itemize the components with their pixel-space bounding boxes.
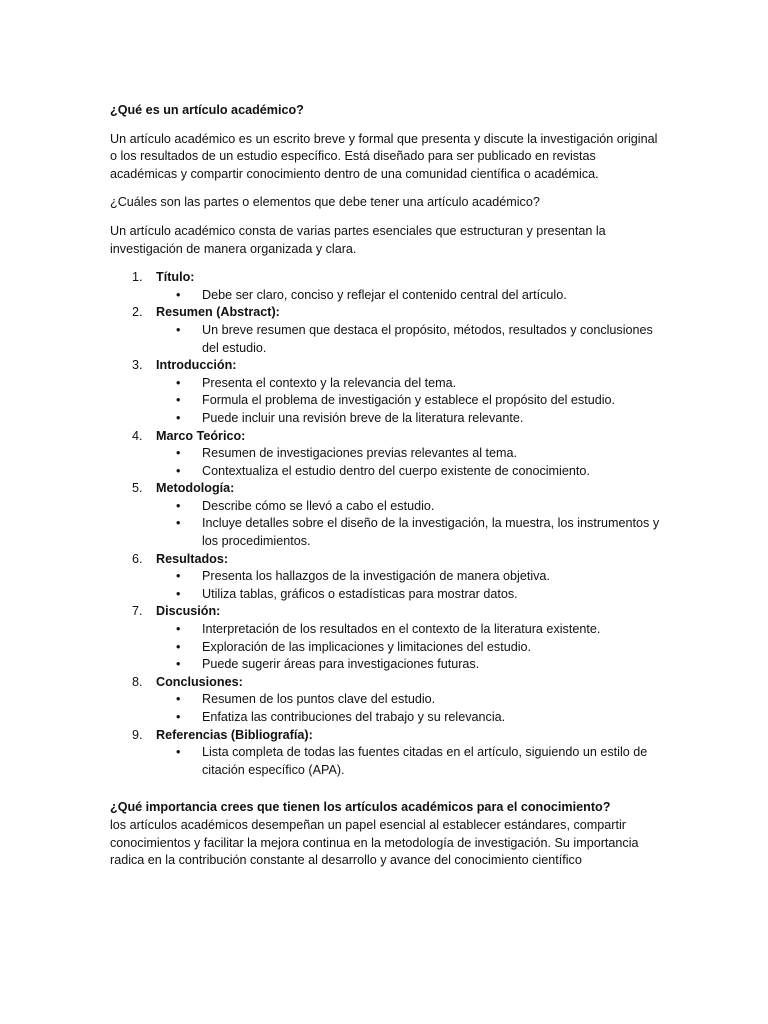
document-page — [110, 102, 662, 870]
bullet-dot-icon: • — [176, 498, 181, 513]
bullet-text: Resumen de los puntos clave del estudio. — [202, 692, 436, 707]
part-item — [110, 603, 662, 673]
part-item — [110, 304, 662, 357]
bullet-text: Enfatiza las contribuciones del trabajo y su relevancia. — [202, 710, 506, 724]
part-number: 3. — [132, 358, 143, 373]
bullet-item — [156, 744, 662, 779]
part-item — [110, 428, 662, 481]
part-bullets — [156, 375, 662, 428]
bullet-dot-icon: • — [176, 692, 181, 707]
part-number: 9. — [132, 727, 143, 742]
bullet-item — [156, 621, 662, 639]
part-bullets — [156, 322, 662, 357]
part-bullets — [156, 287, 662, 305]
bullet-item — [156, 322, 662, 357]
bullet-text: Interpretación de los resultados en el contexto de la literatura existente. — [202, 622, 601, 637]
question-1-answer: Un artículo académico es un escrito breve y formal que presenta y discute la investigación original o los resultados de un estudio específico. Está diseñado para ser publicado en revistas académicas y compartir conocimiento dentro de una comunidad científica o académica. — [110, 131, 658, 181]
part-title: Discusión: — [156, 604, 221, 619]
part-bullets — [156, 744, 662, 779]
part-bullets — [156, 445, 662, 480]
bullet-text: Utiliza tablas, gráficos o estadísticas para mostrar datos. — [202, 586, 518, 601]
bullet-text: Describe cómo se llevó a cabo el estudio. — [202, 498, 435, 513]
part-number: 5. — [132, 481, 143, 496]
bullet-dot-icon: • — [176, 639, 181, 654]
part-title: Metodología: — [156, 481, 235, 496]
question-1-title: ¿Qué es un artículo académico? — [110, 103, 304, 117]
question-2-intro: Un artículo académico consta de varias partes esenciales que estructuran y presentan la investigación de manera organizada y clara. — [110, 223, 606, 256]
bullet-item — [156, 463, 662, 481]
part-bullets — [156, 498, 662, 551]
bullet-dot-icon: • — [176, 287, 181, 302]
bullet-item — [156, 375, 662, 393]
bullet-text: Incluye detalles sobre el diseño de la investigación, la muestra, los instrumentos y los procedimientos. — [202, 516, 660, 549]
bullet-item — [156, 515, 662, 550]
bullet-text: Puede sugerir áreas para investigaciones futuras. — [202, 657, 480, 672]
bullet-item — [156, 639, 662, 657]
bullet-dot-icon: • — [176, 569, 181, 584]
part-title: Referencias (Bibliografía): — [156, 727, 313, 742]
part-number: 4. — [132, 428, 143, 443]
part-title: Resultados: — [156, 551, 229, 566]
part-number: 6. — [132, 551, 143, 566]
part-bullets — [156, 621, 662, 674]
question-3-title: ¿Qué importancia crees que tienen los artículos académicos para el conocimiento? — [110, 800, 611, 815]
part-item — [110, 727, 662, 780]
bullet-item — [156, 498, 662, 516]
part-title: Resumen (Abstract): — [156, 305, 280, 320]
part-item — [110, 480, 662, 550]
bullet-text: Contextualiza el estudio dentro del cuerpo existente de conocimiento. — [202, 463, 590, 478]
bullet-dot-icon: • — [176, 710, 181, 724]
part-number: 8. — [132, 674, 143, 689]
part-title: Conclusiones: — [156, 674, 243, 689]
bullet-text: Lista completa de todas las fuentes citadas en el artículo, siguiendo un estilo de citación específico (APA). — [202, 745, 648, 777]
bullet-item — [156, 656, 662, 674]
bullet-dot-icon: • — [176, 410, 181, 425]
bullet-dot-icon: • — [176, 446, 181, 461]
bullet-dot-icon: • — [176, 516, 181, 531]
part-number: 1. — [132, 270, 143, 285]
part-bullets — [156, 568, 662, 603]
bullet-text: Presenta el contexto y la relevancia del tema. — [202, 375, 457, 390]
bullet-item — [156, 586, 662, 604]
bullet-dot-icon: • — [176, 463, 181, 478]
part-item — [110, 269, 662, 304]
bullet-dot-icon: • — [176, 586, 181, 601]
bullet-item — [156, 691, 662, 709]
part-number: 2. — [132, 305, 143, 320]
bullet-text: Puede incluir una revisión breve de la literatura relevante. — [202, 410, 524, 425]
parts-list — [110, 269, 662, 779]
bullet-item — [156, 709, 662, 727]
part-item — [110, 674, 662, 727]
bullet-dot-icon: • — [176, 745, 181, 760]
bullet-dot-icon: • — [176, 622, 181, 637]
bullet-item — [156, 392, 662, 410]
bullet-dot-icon: • — [176, 657, 181, 672]
bullet-dot-icon: • — [176, 375, 181, 390]
bullet-item — [156, 287, 662, 305]
part-item — [110, 551, 662, 604]
part-number: 7. — [132, 604, 143, 619]
bullet-item — [156, 568, 662, 586]
bullet-item — [156, 445, 662, 463]
bullet-dot-icon: • — [176, 393, 181, 408]
part-title: Introducción: — [156, 358, 237, 373]
bullet-item — [156, 410, 662, 428]
part-item — [110, 357, 662, 427]
bullet-text: Presenta los hallazgos de la investigación de manera objetiva. — [202, 569, 550, 584]
bullet-text: Un breve resumen que destaca el propósito, métodos, resultados y conclusiones del estudio. — [202, 322, 653, 355]
bullet-text: Formula el problema de investigación y establece el propósito del estudio. — [202, 393, 616, 408]
question-2-title: ¿Cuáles son las partes o elementos que debe tener una artículo académico? — [110, 195, 540, 210]
bullet-text: Debe ser claro, conciso y reflejar el contenido central del artículo. — [202, 287, 567, 302]
question-3-answer: los artículos académicos desempeñan un papel esencial al establecer estándares, compartir conocimientos y facilitar la mejora continua en la metodología de investigación. Su importancia radica en la contribución constante al desarrollo y avance del conocimiento científico — [110, 817, 639, 868]
part-bullets — [156, 691, 662, 726]
bullet-dot-icon: • — [176, 322, 181, 337]
bullet-text: Exploración de las implicaciones y limitaciones del estudio. — [202, 639, 531, 654]
question-3-block — [110, 799, 662, 869]
bullet-text: Resumen de investigaciones previas relevantes al tema. — [202, 446, 518, 461]
part-title: Marco Teórico: — [156, 428, 246, 443]
part-title: Título: — [156, 270, 195, 285]
